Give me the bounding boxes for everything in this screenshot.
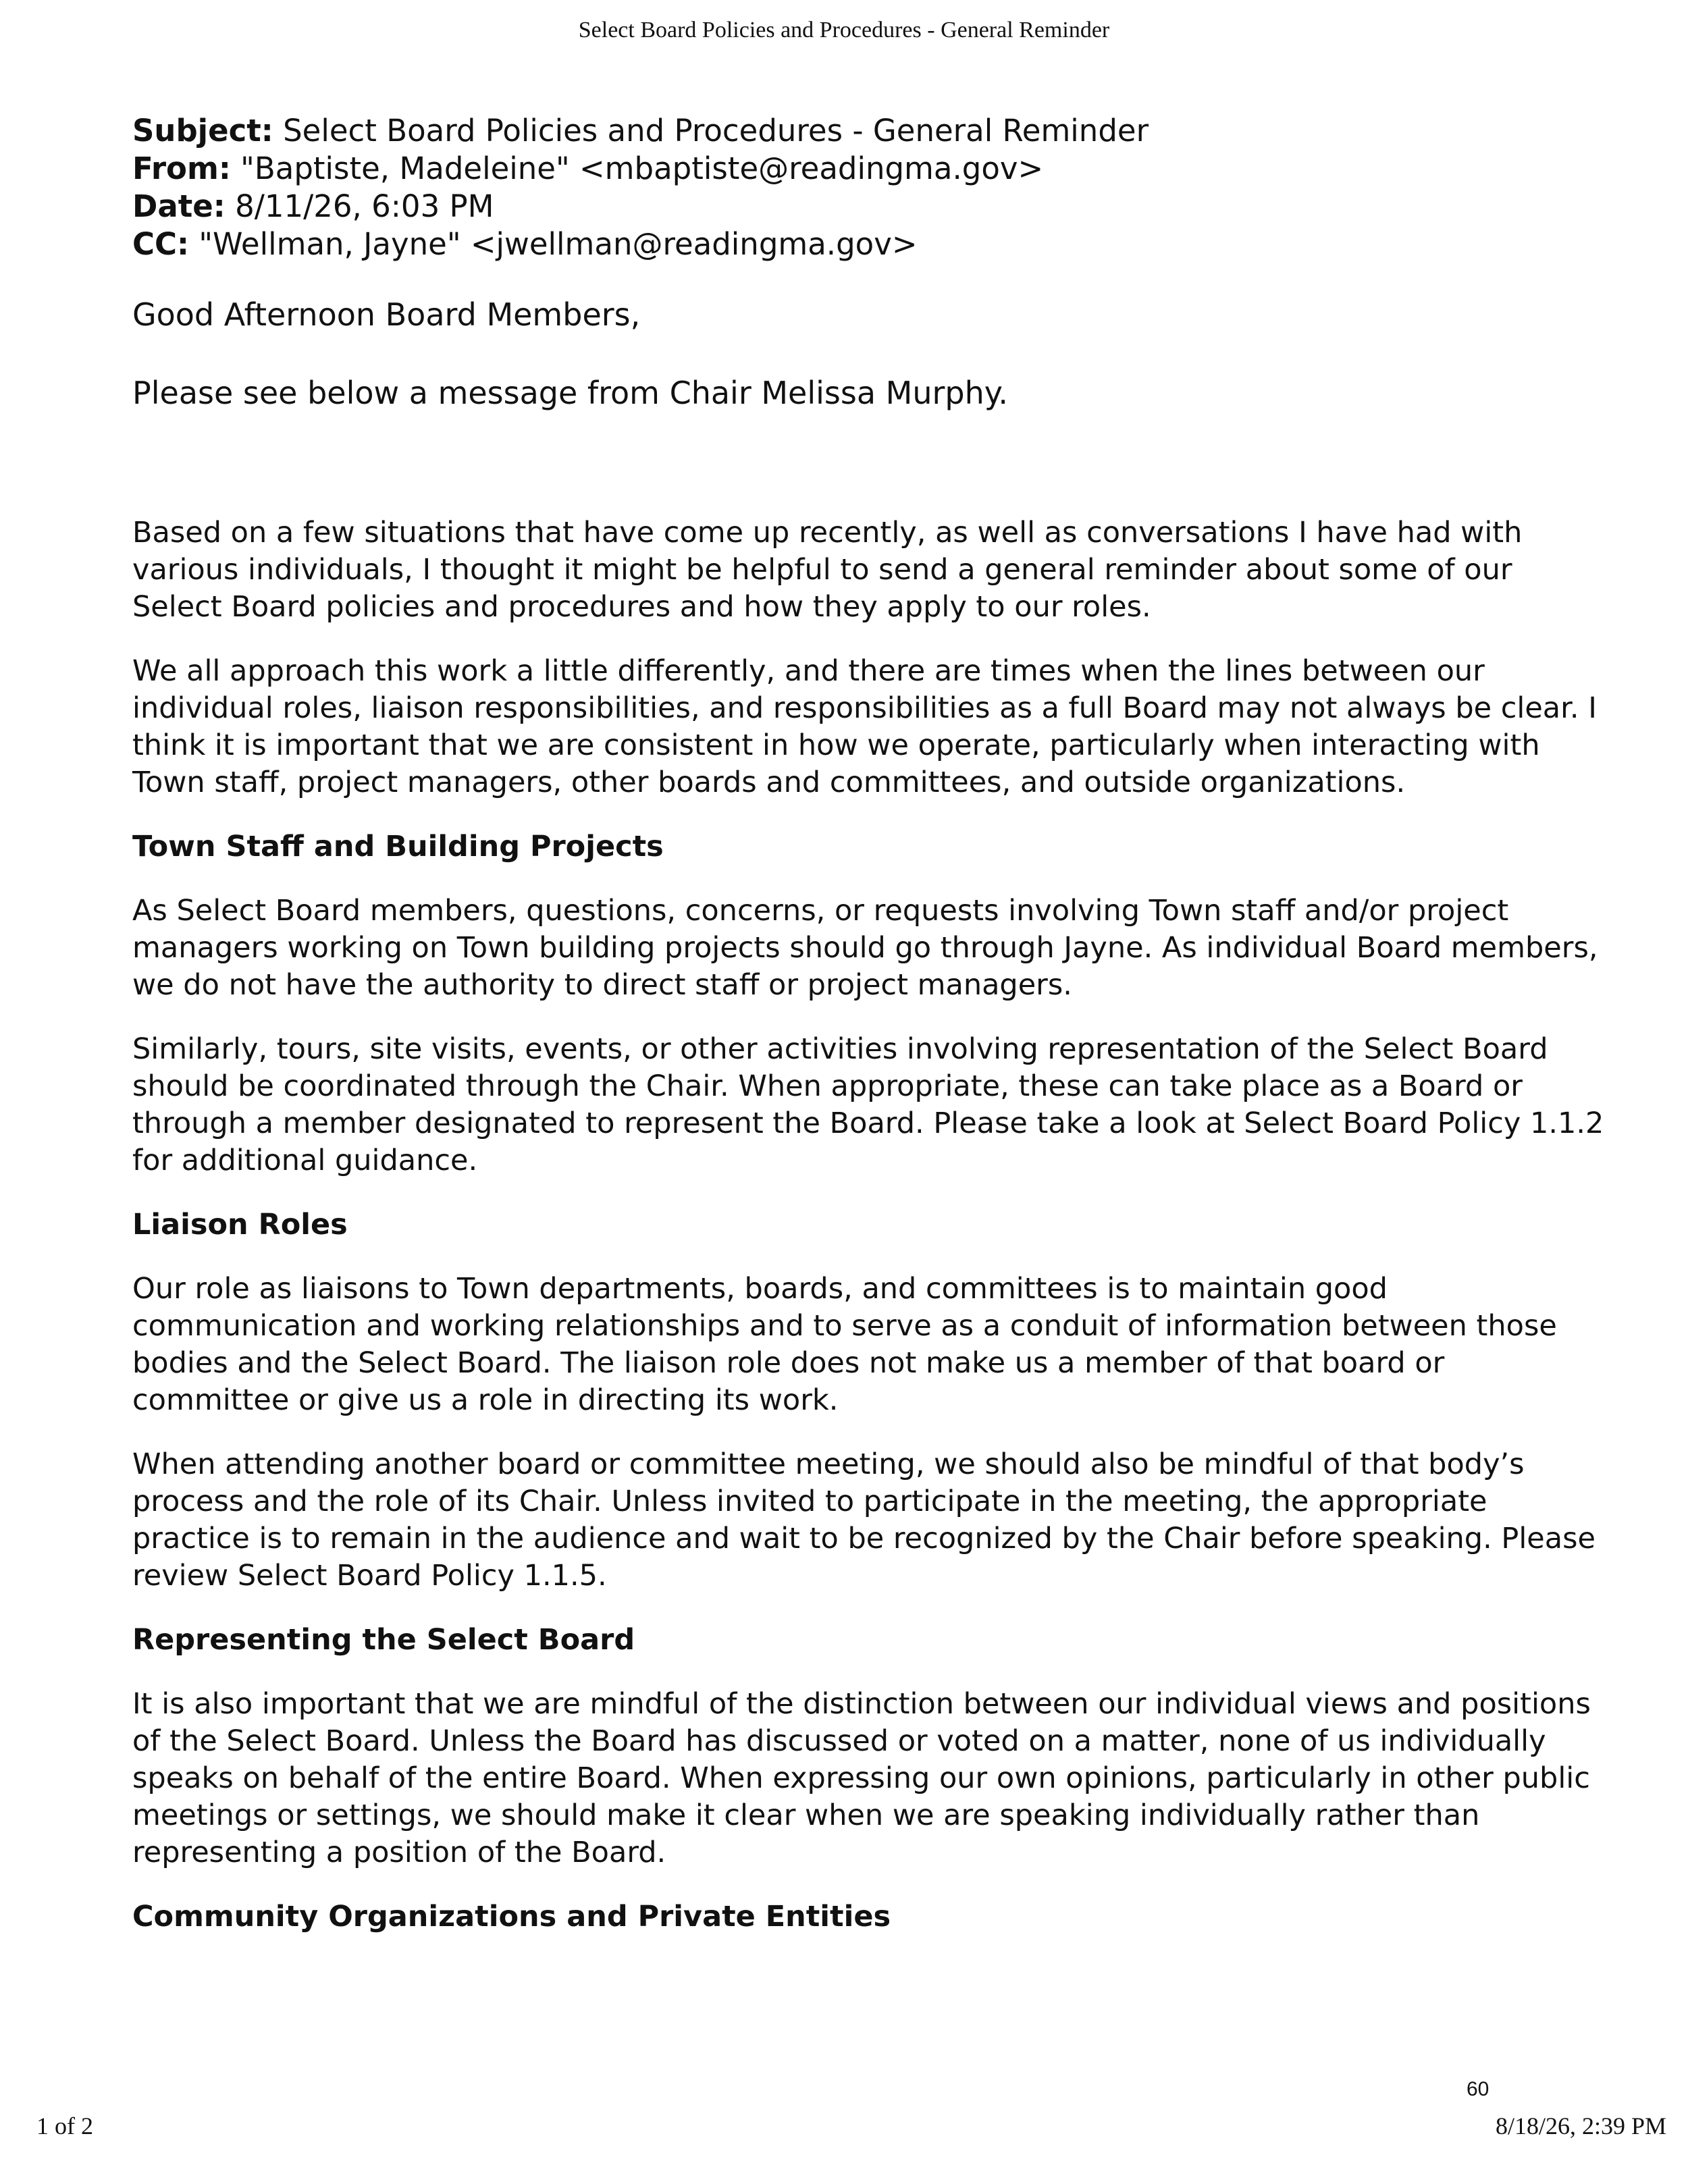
- print-timestamp: 8/18/26, 2:39 PM: [1495, 2112, 1666, 2139]
- date-label: Date:: [132, 188, 226, 224]
- from-value: "Baptiste, Madeleine" <mbaptiste@readingma.gov>: [240, 151, 1044, 186]
- date-value: 8/11/26, 6:03 PM: [235, 188, 494, 224]
- subject-line: [132, 112, 1604, 150]
- cc-value: "Wellman, Jayne" <jwellman@readingma.gov>: [199, 226, 918, 262]
- from-label: From:: [132, 151, 231, 186]
- message-paragraph: As Select Board members, questions, concerns, or requests involving Town staff and/or project managers working on Town building projects should go through Jayne. As individual Board members, we do not have the authority to direct staff or project managers.: [132, 894, 1598, 1002]
- section-heading: Town Staff and Building Projects: [132, 830, 664, 863]
- cc-line: [132, 225, 1604, 263]
- message-paragraph: Our role as liaisons to Town departments, boards, and committees is to maintain good communication and working relationships and to serve as a conduit of information between those bodies and the Select Board. The liaison role does not make us a member of that board or committee or give us a role in directing its work.: [132, 1272, 1557, 1417]
- from-line: [132, 150, 1604, 188]
- date-line: [132, 188, 1604, 225]
- section-heading: Representing the Select Board: [132, 1623, 635, 1657]
- message-paragraph: Similarly, tours, site visits, events, or other activities involving representation of the Select Board should be coordinated through the Chair. When appropriate, these can take place as a Board or through a member designated to represent the Board. Please take a look at Select Board Policy 1.1.2 for additional guidance.: [132, 1032, 1604, 1177]
- chair-message: [132, 514, 1604, 1936]
- section-heading: Liaison Roles: [132, 1208, 348, 1242]
- page-header-title: Select Board Policies and Procedures - General Reminder: [578, 18, 1110, 43]
- message-paragraph: We all approach this work a little differently, and there are times when the lines between our individual roles, liaison responsibilities, and responsibilities as a full Board may not always be clear. I think it is important that we are consistent in how we operate, particularly when interacting with Town staff, project managers, other boards and committees, and outside organizations.: [132, 654, 1597, 799]
- cc-label: CC:: [132, 226, 190, 262]
- intro-line: Please see below a message from Chair Melissa Murphy.: [132, 375, 1009, 411]
- greeting: Good Afternoon Board Members,: [132, 296, 641, 333]
- subject-label: Subject:: [132, 113, 273, 149]
- message-paragraph: When attending another board or committee meeting, we should also be mindful of that body’s process and the role of its Chair. Unless invited to participate in the meeting, the appropriate practice is to remain in the audience and wait to be recognized by the Chair before speaking. Please review Select Board Policy 1.1.5.: [132, 1447, 1595, 1593]
- section-heading: Community Organizations and Private Entities: [132, 1900, 891, 1934]
- message-paragraph: It is also important that we are mindful of the distinction between our individual views and positions of the Select Board. Unless the Board has discussed or voted on a matter, none of us individually speaks on behalf of the entire Board. When expressing our own opinions, particularly in other public meetings or settings, we should make it clear when we are speaking individually rather than representing a position of the Board.: [132, 1687, 1591, 1869]
- page-count: 1 of 2: [36, 2112, 93, 2139]
- message-paragraph: Based on a few situations that have come up recently, as well as conversations I have had with various individuals, I thought it might be helpful to send a general reminder about some of our Select Board policies and procedures and how they apply to our roles.: [132, 516, 1523, 624]
- email-body: [132, 112, 1604, 1963]
- email-headers: [132, 112, 1604, 263]
- page-number: 60: [1467, 2078, 1489, 2100]
- subject-value: Select Board Policies and Procedures - General Reminder: [283, 113, 1149, 149]
